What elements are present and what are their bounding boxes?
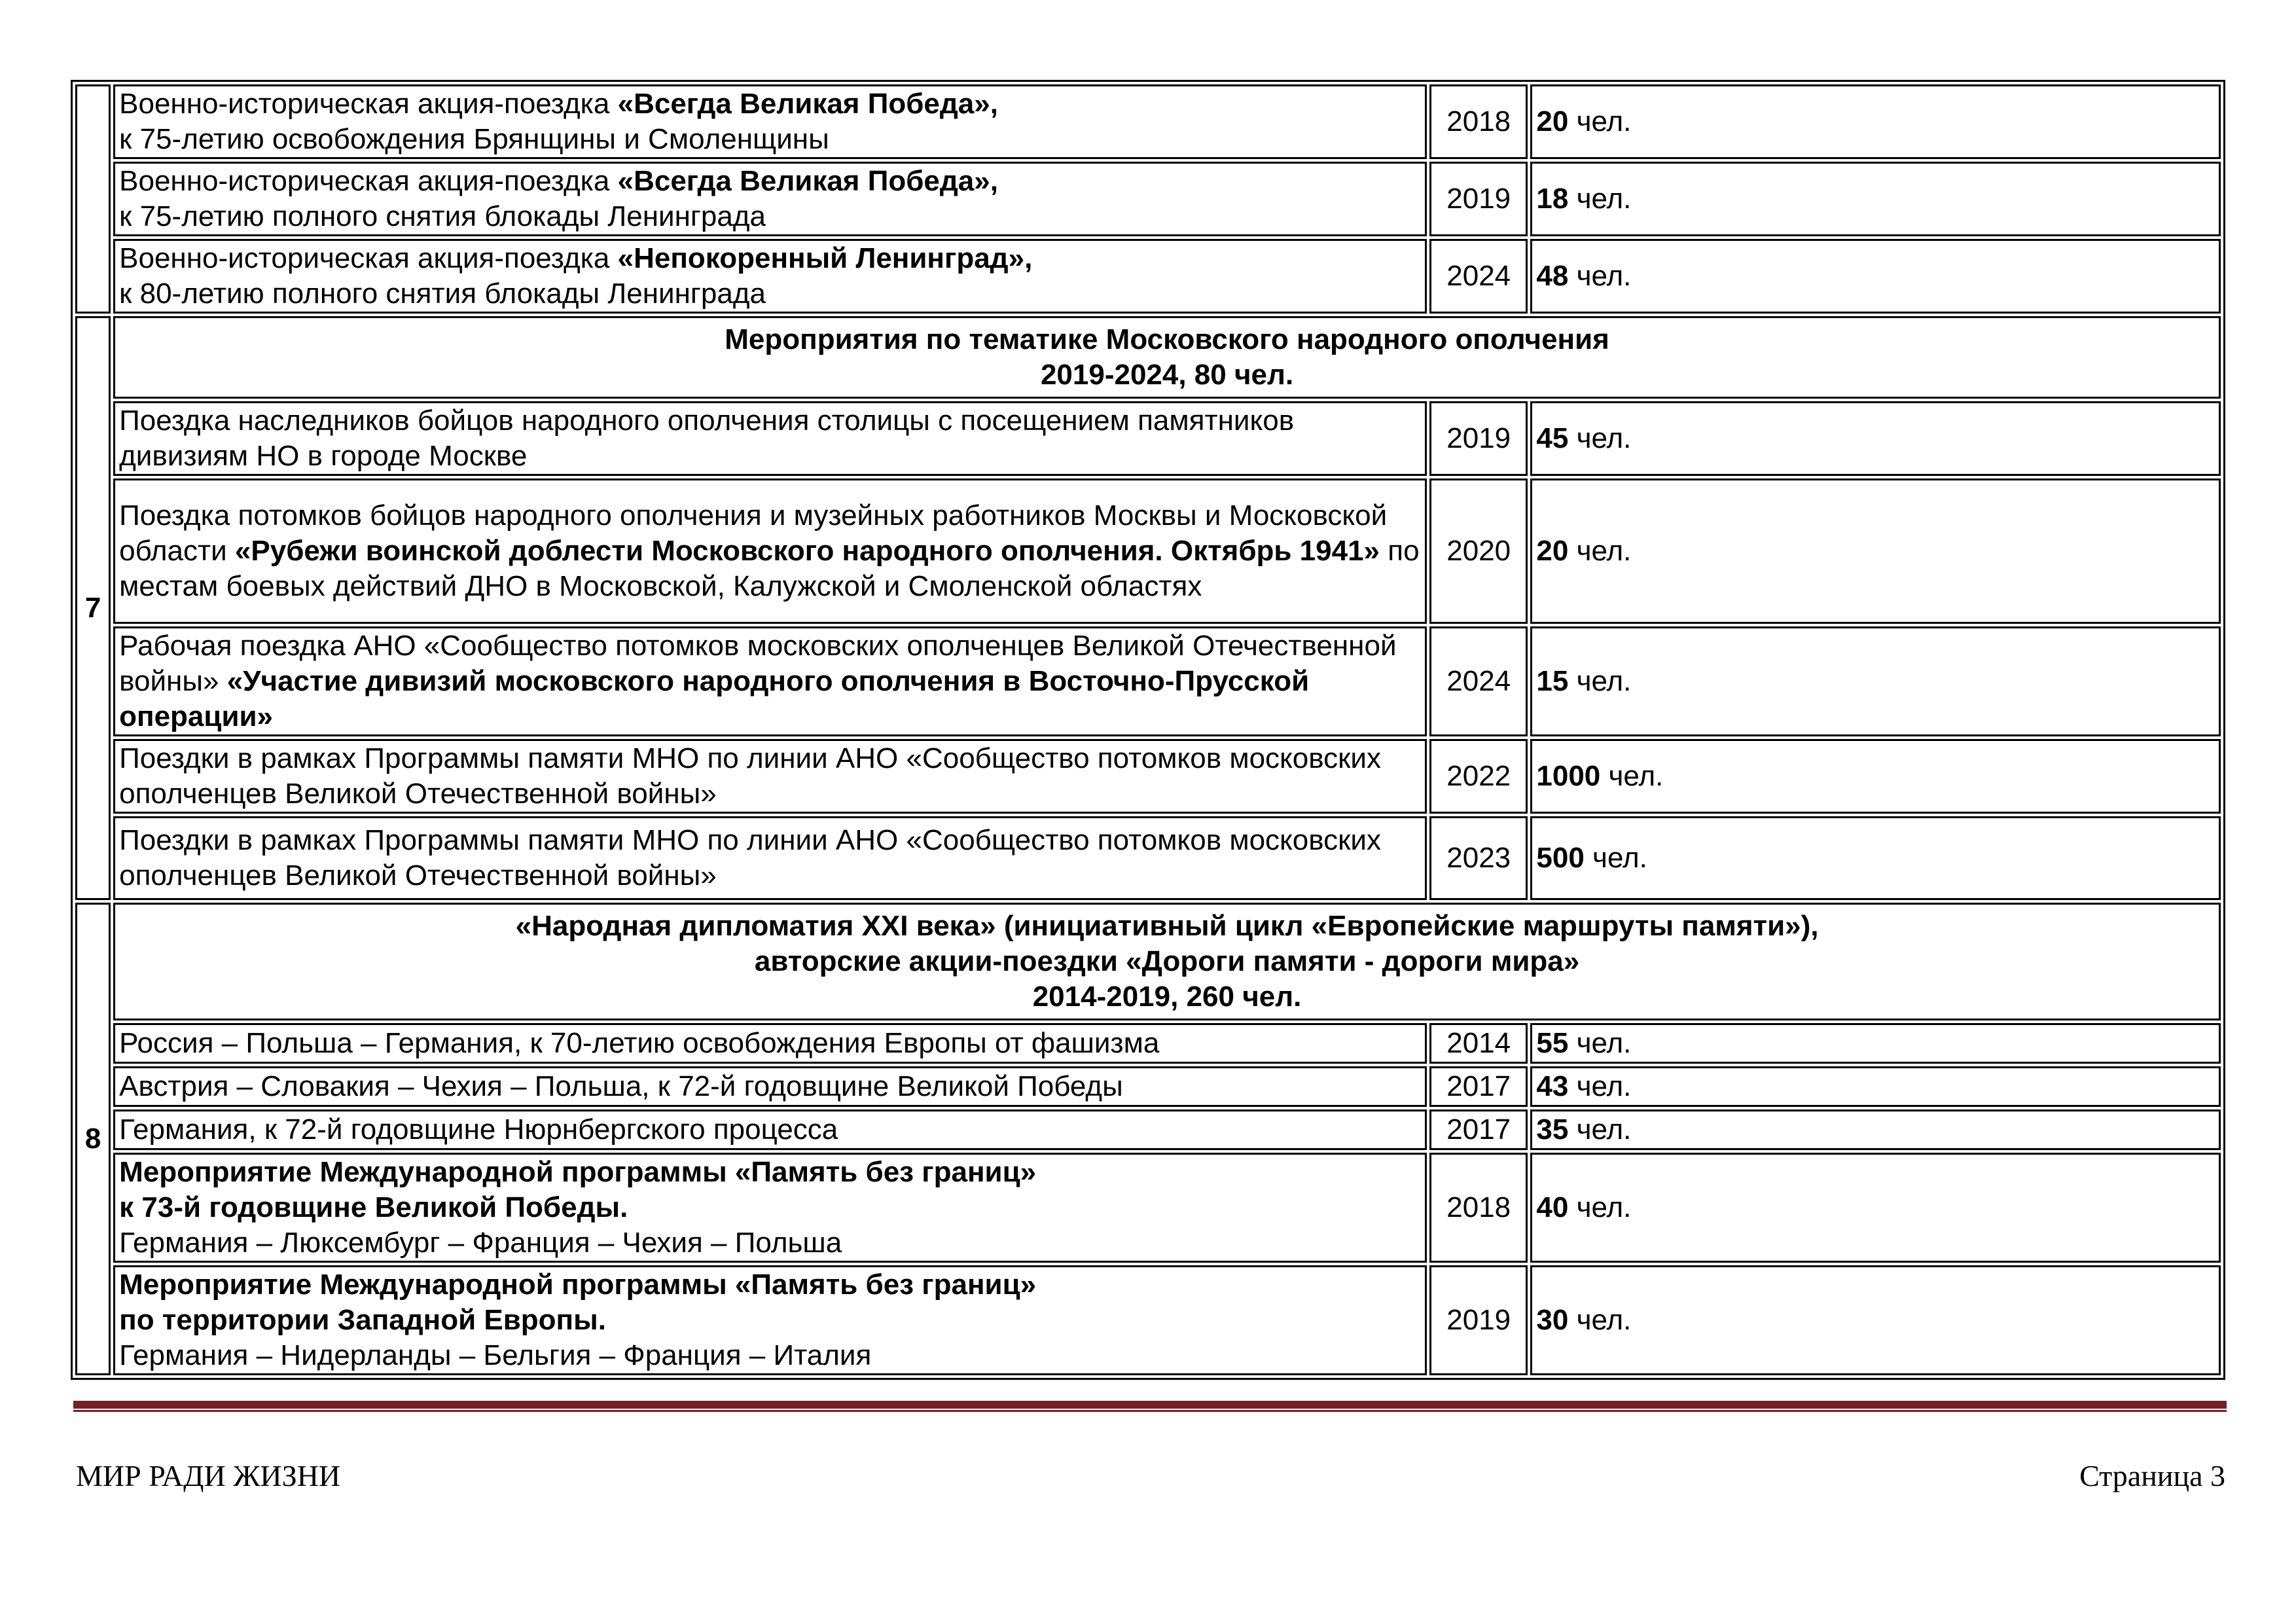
event-year: 2018 xyxy=(1429,84,1528,159)
event-year: 2019 xyxy=(1429,401,1528,476)
participant-count: 20 чел. xyxy=(1530,84,2221,159)
section-title: «Народная дипломатия XXI века» (инициативный цикл «Европейские маршруты памяти»), авторские акции-поездки «Дороги памяти - дороги мира» 2014-2019, 260 чел. xyxy=(113,903,2221,1020)
event-description: Поездки в рамках Программы памяти МНО по линии АНО «Сообщество потомков московских ополченцев Великой Отечественной войны» xyxy=(113,739,1427,814)
table-row xyxy=(75,162,2221,236)
event-description: Рабочая поездка АНО «Сообщество потомков московских ополченцев Великой Отечественной войны» «Участие дивизий московского народного ополчения в Восточно-Прусской операции» xyxy=(113,626,1427,736)
footer-divider-thin xyxy=(73,1410,2227,1412)
participant-count: 1000 чел. xyxy=(1530,739,2221,814)
events-table xyxy=(71,80,2225,1380)
participant-count: 18 чел. xyxy=(1530,162,2221,236)
footer-page-number: Страница 3 xyxy=(2079,1459,2225,1492)
section-number: 8 xyxy=(75,903,111,1375)
table-row xyxy=(75,239,2221,314)
event-year: 2019 xyxy=(1429,162,1528,236)
participant-count: 35 чел. xyxy=(1530,1110,2221,1150)
event-year: 2018 xyxy=(1429,1153,1528,1263)
event-description: Поездка потомков бойцов народного ополчения и музейных работников Москвы и Московской области «Рубежи воинской доблести Московского народного ополчения. Октябрь 1941» по местам боевых действий ДНО в Московской, Калужской и Смоленской областях xyxy=(113,478,1427,624)
section-header-row xyxy=(75,903,2221,1020)
section-title: Мероприятия по тематике Московского народного ополчения 2019-2024, 80 чел. xyxy=(113,316,2221,399)
table-row xyxy=(75,478,2221,624)
participant-count: 30 чел. xyxy=(1530,1265,2221,1375)
event-year: 2020 xyxy=(1429,478,1528,624)
table-row xyxy=(75,1066,2221,1107)
footer-organization: МИР РАДИ ЖИЗНИ xyxy=(76,1459,341,1492)
event-year: 2017 xyxy=(1429,1110,1528,1150)
event-description: Военно-историческая акция-поездка «Всегда Великая Победа», к 75-летию освобождения Брянщины и Смоленщины xyxy=(113,84,1427,159)
footer-divider-thick xyxy=(73,1401,2227,1409)
table-row xyxy=(75,1265,2221,1375)
event-year: 2019 xyxy=(1429,1265,1528,1375)
footer-divider xyxy=(73,1401,2227,1413)
participant-count: 43 чел. xyxy=(1530,1066,2221,1107)
event-year: 2024 xyxy=(1429,626,1528,736)
participant-count: 40 чел. xyxy=(1530,1153,2221,1263)
table-row xyxy=(75,626,2221,736)
table-row xyxy=(75,401,2221,476)
event-description: Австрия – Словакия – Чехия – Польша, к 72-й годовщине Великой Победы xyxy=(113,1066,1427,1107)
participant-count: 20 чел. xyxy=(1530,478,2221,624)
participant-count: 55 чел. xyxy=(1530,1023,2221,1064)
participant-count: 500 чел. xyxy=(1530,816,2221,900)
row-number-cell xyxy=(75,84,111,314)
table-row xyxy=(75,84,2221,159)
event-description: Поездка наследников бойцов народного ополчения столицы с посещением памятников дивизиям НО в городе Москве xyxy=(113,401,1427,476)
table-row xyxy=(75,816,2221,900)
event-description: Мероприятие Международной программы «Память без границ» по территории Западной Европы. Германия – Нидерланды – Бельгия – Франция – Италия xyxy=(113,1265,1427,1375)
table-row xyxy=(75,739,2221,814)
event-year: 2024 xyxy=(1429,239,1528,314)
event-description: Россия – Польша – Германия, к 70-летию освобождения Европы от фашизма xyxy=(113,1023,1427,1064)
event-description: Мероприятие Международной программы «Память без границ» к 73-й годовщине Великой Победы. Германия – Люксембург – Франция – Чехия – Польша xyxy=(113,1153,1427,1263)
event-year: 2017 xyxy=(1429,1066,1528,1107)
event-description: Германия, к 72-й годовщине Нюрнбергского процесса xyxy=(113,1110,1427,1150)
table-row xyxy=(75,1023,2221,1064)
section-header-row xyxy=(75,316,2221,399)
event-year: 2022 xyxy=(1429,739,1528,814)
table-row xyxy=(75,1153,2221,1263)
event-description: Военно-историческая акция-поездка «Всегда Великая Победа», к 75-летию полного снятия блокады Ленинграда xyxy=(113,162,1427,236)
participant-count: 15 чел. xyxy=(1530,626,2221,736)
participant-count: 48 чел. xyxy=(1530,239,2221,314)
event-description: Поездки в рамках Программы памяти МНО по линии АНО «Сообщество потомков московских ополченцев Великой Отечественной войны» xyxy=(113,816,1427,900)
event-year: 2023 xyxy=(1429,816,1528,900)
event-year: 2014 xyxy=(1429,1023,1528,1064)
table-row xyxy=(75,1110,2221,1150)
participant-count: 45 чел. xyxy=(1530,401,2221,476)
event-description: Военно-историческая акция-поездка «Непокоренный Ленинград», к 80-летию полного снятия блокады Ленинграда xyxy=(113,239,1427,314)
section-number: 7 xyxy=(75,316,111,900)
